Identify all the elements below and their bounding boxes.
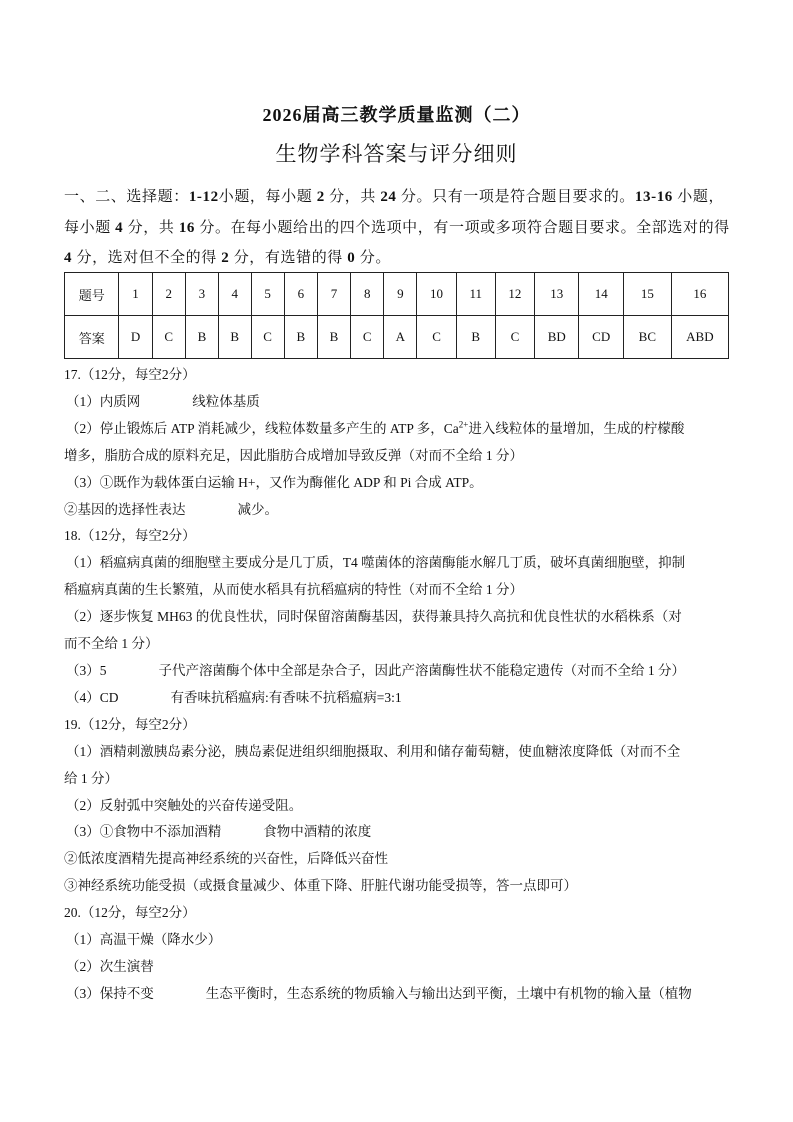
row-header: 题号 — [65, 273, 119, 316]
q20-answer-3 — [64, 981, 734, 1008]
answer-cell: BC — [623, 316, 671, 359]
row-header: 答案 — [65, 316, 119, 359]
answer-cell: A — [384, 316, 417, 359]
answer-cell: C — [152, 316, 185, 359]
question-number-cell: 15 — [623, 273, 671, 316]
q20-heading: 20.（12分，每空2分） — [64, 905, 196, 921]
q18-answer-2-cont: 而不全给 1 分） — [64, 636, 159, 652]
text: 4 — [64, 250, 73, 266]
text: （1）内质网 — [66, 393, 141, 409]
question-number-cell: 11 — [456, 273, 495, 316]
question-number-cell: 13 — [534, 273, 578, 316]
question-number-cell: 4 — [219, 273, 252, 316]
question-number-cell: 12 — [495, 273, 534, 316]
text: （4）CD — [66, 689, 119, 705]
text: （3）5 — [66, 662, 107, 678]
question-number-row — [65, 273, 729, 316]
text: 2 — [316, 189, 325, 205]
text: 小题，每小题 — [218, 189, 313, 205]
question-number-cell: 14 — [579, 273, 623, 316]
q19-answer-2: （2）反射弧中突触处的兴奋传递受阻。 — [66, 797, 303, 813]
answer-cell: B — [219, 316, 252, 359]
text: 分。只有一项是符合题目要求的。 — [400, 189, 635, 205]
q17-answer-3: （3）①既作为载体蛋白运输 H+，又作为酶催化 ADP 和 Pi 合成 ATP。 — [66, 474, 483, 490]
q20-answer-2: （2）次生演替 — [66, 958, 154, 974]
answer-cell: C — [495, 316, 534, 359]
text: 分，有选错的得 — [233, 250, 343, 266]
q18-answer-4 — [64, 685, 734, 712]
answer-cell: ABD — [671, 316, 728, 359]
text: 有香味抗稻瘟病:有香味不抗稻瘟病=3:1 — [170, 689, 402, 705]
question-number-cell: 3 — [185, 273, 218, 316]
text: 生态平衡时，生态系统的物质输入与输出达到平衡，土壤中有机物的输入量（植物 — [205, 985, 692, 1001]
q18-answer-1-cont: 稻瘟病真菌的生长繁殖，从而使水稻具有抗稻瘟病的特性（对而不全给 1 分） — [64, 582, 523, 598]
document-subtitle: 生物学科答案与评分细则 — [275, 142, 518, 166]
text: 4 — [115, 219, 124, 236]
answer-cell: CD — [579, 316, 623, 359]
text: （3）①食物中不添加酒精 — [66, 824, 222, 840]
text: 0 — [347, 250, 356, 266]
text: 2 — [221, 250, 230, 266]
choice-instructions — [64, 182, 732, 274]
answer-cell: C — [351, 316, 384, 359]
answer-table — [64, 272, 729, 359]
question-number-cell: 8 — [351, 273, 384, 316]
text: 分。在每小题给出的四个选项中，有一项或多项符合题目要求。全部选对的得 — [199, 219, 730, 236]
answer-cell: D — [119, 316, 152, 359]
answer-cell: B — [317, 316, 350, 359]
answer-cell: B — [456, 316, 495, 359]
text: 1-12 — [188, 189, 219, 205]
q19-answer-1: （1）酒精刺激胰岛素分泌，胰岛素促进组织细胞摄取、利用和储存葡萄糖，使血糖浓度降低（对而不全 — [66, 743, 681, 759]
text: 24 — [380, 189, 397, 205]
q17-answer-4 — [64, 497, 734, 524]
question-number-cell: 10 — [417, 273, 456, 316]
q20-answer-1: （1）高温干燥（降水少） — [66, 932, 222, 948]
q19-answer-1-cont: 给 1 分） — [64, 770, 118, 786]
q19-answer-4: ②低浓度酒精先提高神经系统的兴奋性，后降低兴奋性 — [64, 851, 388, 867]
q17-answer-2-cont: 增多，脂肪合成的原料充足，因此脂肪合成增加导致反弹（对而不全给 1 分） — [64, 447, 523, 463]
document-title: 2026届高三教学质量监测（二） — [262, 105, 531, 125]
answer-cell: C — [417, 316, 456, 359]
q17-answer-2 — [64, 416, 734, 443]
text: （2）停止锻炼后 ATP 消耗减少，线粒体数量多产生的 ATP 多，Ca — [66, 420, 459, 436]
q19-heading: 19.（12分，每空2分） — [64, 716, 196, 732]
q18-heading: 18.（12分，每空2分） — [64, 528, 196, 544]
question-number-cell: 2 — [152, 273, 185, 316]
answer-details — [64, 362, 734, 1008]
q17-heading: 17.（12分，每空2分） — [64, 367, 196, 382]
text: 分，选对但不全的得 — [76, 250, 217, 266]
text: 16 — [178, 219, 196, 236]
answer-cell: C — [251, 316, 284, 359]
text: 分，共 — [127, 219, 175, 236]
q18-answer-3 — [64, 658, 734, 685]
q19-answer-3 — [64, 819, 734, 846]
question-number-cell: 6 — [284, 273, 317, 316]
q17-answer-1 — [64, 389, 734, 416]
text: 线粒体基质 — [192, 393, 260, 409]
text: ②基因的选择性表达 — [64, 501, 186, 517]
text: 一、二、选择题： — [64, 189, 189, 205]
text: 13-16 — [634, 189, 673, 205]
text: 进入线粒体的量增加，生成的柠檬酸 — [468, 420, 685, 436]
q18-answer-1: （1）稻瘟病真菌的细胞壁主要成分是几丁质，T4 噬菌体的溶菌酶能水解几丁质，破坏真菌细胞壁，抑制 — [66, 555, 686, 571]
superscript: 2+ — [458, 419, 469, 430]
answer-cell: B — [284, 316, 317, 359]
answer-cell: B — [185, 316, 218, 359]
text: 食物中酒精的浓度 — [263, 824, 372, 840]
text: 分，共 — [329, 189, 376, 205]
question-number-cell: 16 — [671, 273, 728, 316]
text: 小题，每小题 — [64, 189, 725, 236]
question-number-cell: 5 — [251, 273, 284, 316]
text: （3）保持不变 — [66, 985, 154, 1001]
text: 减少。 — [237, 501, 278, 517]
text: 子代产溶菌酶个体中全部是杂合子，因此产溶菌酶性状不能稳定遗传（对而不全给 1 分） — [158, 662, 685, 678]
question-number-cell: 1 — [119, 273, 152, 316]
question-number-cell: 9 — [384, 273, 417, 316]
answer-row — [65, 316, 729, 359]
q19-answer-5: ③神经系统功能受损（或摄食量减少、体重下降、肝脏代谢功能受损等，答一点即可） — [64, 878, 577, 894]
text: 分。 — [359, 250, 391, 266]
answer-cell: BD — [534, 316, 578, 359]
q18-answer-2: （2）逐步恢复 MH63 的优良性状，同时保留溶菌酶基因，获得兼具持久高抗和优良性状的水稻株系（对 — [66, 609, 682, 625]
question-number-cell: 7 — [317, 273, 350, 316]
